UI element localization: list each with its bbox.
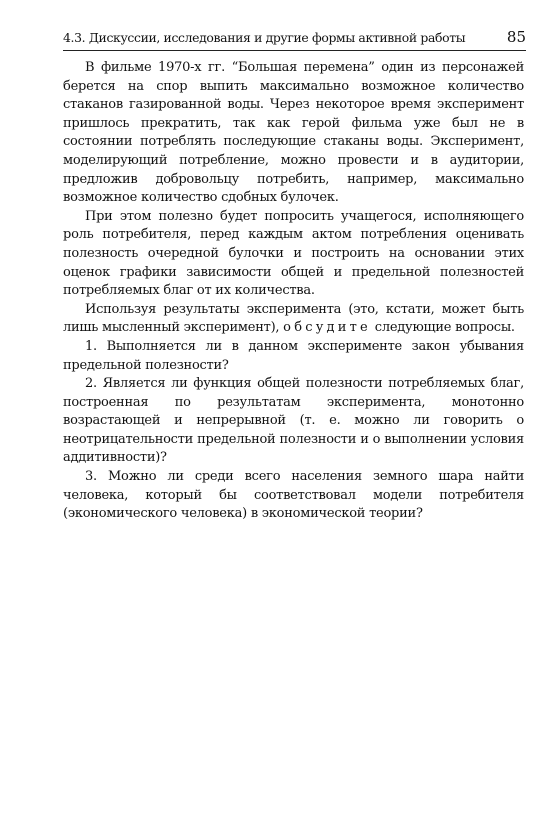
paragraph-3-end: следующие вопросы. [370,320,515,336]
section-title: 4.3. Дискуссии, исследования и другие формы активной работы [63,30,466,45]
main-text [63,59,524,524]
page-number: 85 [506,28,526,46]
paragraph-3-start: Используя результаты эксперимента (это, кстати, может быть лишь мысленный эксперимент), [63,301,524,336]
paragraph-2: При этом полезно будет попросить учащегося, исполняющего роль потребителя, перед каждым актом потребления оценивать полезность очередной булочки и построить на основании этих оценок графики зависимости общей и предельной полезностей потребляемых благ от их количества. [63,208,524,299]
discuss-emphasis: обсудите [283,320,371,336]
question-2: 2. Является ли функция общей полезности потребляемых благ, построенная по результатам эксперимента, монотонно возрастающей и непрерывной (т. е. можно ли говорить о неотрицательности предельной полезности и о выполнении условия аддитивности)? [63,376,524,466]
paragraph-3 [63,301,524,338]
paragraph-1: В фильме 1970-х гг. “Большая перемена” один из персонажей берется на спор выпить максимально возможное количество стаканов газированной воды. Через некоторое время эксперимент пришлось прекратить, так как герой фильма уже был не в состоянии потреблять последующие стаканы воды. Эксперимент, моделирующий потребление, можно провести и в аудитории, предложив добровольцу потребить, например, максимально возможное количество сдобных булочек. [63,60,524,206]
question-1: 1. Выполняется ли в данном эксперименте закон убывания предельной полезности? [63,338,524,373]
question-3: 3. Можно ли среди всего населения земного шара найти человека, который бы соответствовал модели потребителя (экономического человека) в экономической теории? [63,469,524,522]
running-header [63,28,526,51]
